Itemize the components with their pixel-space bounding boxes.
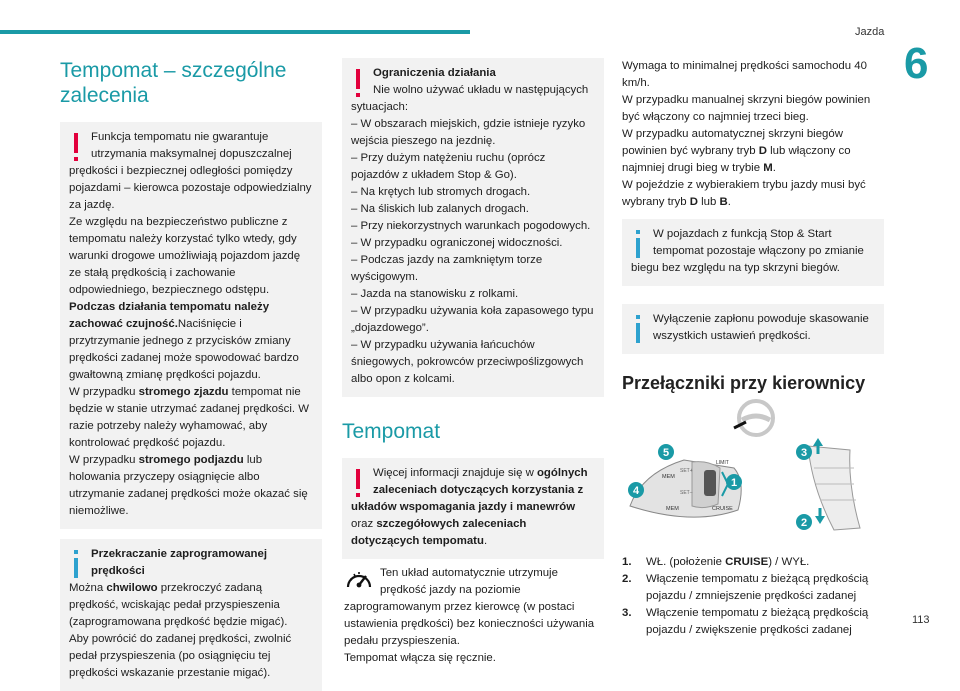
section-title-cruise-control: Tempomat [342,420,441,443]
requirement-text: Wymaga to minimalnej prędkości samochodu 40 km/h. [622,60,867,89]
warning-box-more-info [342,458,604,559]
list-number: 1. [622,556,632,568]
warning-box-title: Ograniczenia działania [373,67,496,79]
requirement-text: W przypadku manualnej skrzyni biegów powinien być włączony co najmniej trzeci bieg. [622,94,871,123]
warning-box-general [60,122,322,529]
warning-paragraph: Więcej informacji znajduje się w ogólnych zaleceniach dotyczących korzystania z układów wspomagania jazdy i manewrów oraz szczegółowych zaleceniach dotyczących tempomatu. [351,467,588,547]
lever-label-limit: LIMIT [716,460,729,466]
info-box-title: Przekraczanie zaprogramowanej prędkości [91,548,267,577]
limitation-item: – Na krętych lub stromych drogach. [351,186,531,198]
limitation-item: – Przy niekorzystnych warunkach pogodowych. [351,220,591,232]
limitation-item: – Jazda na stanowisku z rolkami. [351,288,519,300]
steering-wheel-diagram [622,398,884,548]
cruise-lever-drawing [630,460,741,517]
limitation-item: – Na śliskich lub zalanych drogach. [351,203,529,215]
section-title-steering-controls: Przełączniki przy kierownicy [622,373,866,393]
steering-side-view-drawing [808,438,860,530]
lever-label-cruise: CRUISE [712,506,733,512]
warning-paragraph: Podczas działania tempomatu należy zachować czujność.Naciśnięcie i przytrzymanie jednego z przycisków zmiany prędkości zadanej może spowodować bardzo gwałtowną zmianę prędkości pojazdu. [69,301,299,381]
controls-numbered-list [622,554,884,639]
warning-intro: Nie wolno używać układu w następujących sytuacjach: [351,84,589,113]
info-paragraph: Aby powrócić do zadanej prędkości, zwolnić pedał przyspieszenia (po osiągnięciu tej prędkości wskazanie przestanie migać). [69,633,292,679]
info-box-exceeding-speed [60,539,322,691]
svg-text:1: 1 [730,477,738,489]
svg-text:3: 3 [800,447,808,459]
callout-5 [658,444,674,460]
lever-label-set-minus: SET– [680,490,693,496]
chapter-number: 6 [904,39,929,88]
warning-exclamation-icon [349,69,367,99]
controls-list-item [622,571,884,605]
info-box-stop-start [622,219,884,286]
info-icon [629,230,647,260]
list-text: Włączenie tempomatu z bieżącą prędkością pojazdu / zwiększenie prędkości zadanej [646,607,869,636]
warning-paragraph: W przypadku stromego zjazdu tempomat nie będzie w stanie utrzymać zadanej prędkości. W razie potrzeby należy wyhamować, aby kontrolować prędkość pojazdu. [69,386,309,449]
section-title-special-recommendations: Tempomat – szczególne zalecenia [60,59,287,107]
list-number: 3. [622,607,632,619]
info-paragraph: Wyłączenie zapłonu powoduje skasowanie wszystkich ustawień prędkości. [653,313,869,342]
svg-text:2: 2 [800,517,808,529]
cruise-description [342,565,604,667]
lever-label-mem: MEM [662,474,675,480]
page-number: 113 [912,614,930,626]
steering-controls-diagram [622,398,884,548]
list-number: 2. [622,573,632,585]
lever-label-set-plus: SET+ [680,468,693,474]
callout-2 [796,514,812,530]
controls-list-item [622,554,884,571]
info-paragraph: Można chwilowo przekroczyć zadaną prędkość, wciskając pedał przyspieszenia (zaprogramowana prędkość będzie migać). [69,582,288,628]
limitations-list [351,116,595,388]
steering-wheel-icon [734,401,773,435]
cruise-description-text: Ten układ automatycznie utrzymuje prędkość jazdy na poziomie zaprogramowanym przez kierowcę (w postaci ustawienia prędkości) bez konieczności używania pedału przyspieszenia. [344,567,595,647]
limitation-item: – W obszarach miejskich, gdzie istnieje ryzyko wejścia pieszego na jezdnię. [351,118,586,147]
limitation-item: – W przypadku używania koła zapasowego typu „dojazdowego”. [351,305,594,334]
list-text: WŁ. (położenie CRUISE) / WYŁ. [646,556,810,568]
lever-label-mem-2: MEM [666,506,679,512]
requirement-text: W przypadku automatycznej skrzyni biegów powinien być wybrany tryb D lub włączony co najmniej drugi bieg w trybie M. [622,128,851,174]
limitation-item: – Przy dużym natężeniu ruchu (oprócz pojazdów z układem Stop & Go). [351,152,546,181]
svg-text:5: 5 [662,447,670,459]
warning-paragraph: W przypadku stromego podjazdu lub holowania przyczepy osiągnięcie albo utrzymanie zadanej prędkości może okazać się niemożliwe. [69,454,308,517]
warning-box-limitations [342,58,604,397]
callout-3 [796,444,812,460]
callout-1 [726,474,742,490]
header-accent-bar [0,30,470,34]
warning-exclamation-icon [349,469,367,499]
info-icon [67,550,85,580]
warning-exclamation-icon [67,133,85,163]
info-box-ignition-off [622,304,884,354]
limitation-item: – W przypadku ograniczonej widoczności. [351,237,563,249]
cruise-description-text: Tempomat włącza się ręcznie. [344,652,496,664]
callout-4 [628,482,644,498]
warning-paragraph: Funkcja tempomatu nie gwarantuje utrzymania maksymalnej dopuszczalnej prędkości i bezpiecznej odległości pomiędzy pojazdami – kierowca pozostaje odpowiedzialny za jazdę. [69,131,312,211]
info-icon [629,315,647,345]
warning-paragraph: Ze względu na bezpieczeństwo publiczne z tempomatu należy korzystać tylko wtedy, gdy warunki drogowe umożliwiają pojazdom jazdę ze stałą prędkością i zachowanie odpowiedniego, bezpiecznego odstępu. [69,216,301,296]
speedometer-cruise-icon [344,567,374,595]
column-2 [342,58,604,667]
svg-text:4: 4 [632,485,640,497]
requirement-text: W pojeździe z wybierakiem trybu jazdy musi być wybrany tryb D lub B. [622,179,866,208]
column-3 [622,58,884,639]
limitation-item: – W przypadku używania łańcuchów śniegowych, pokrowców przeciwpoślizgowych albo opon z kolcami. [351,339,584,385]
list-text: Włączenie tempomatu z bieżącą prędkością pojazdu / zmniejszenie prędkości zadanej [646,573,869,602]
info-paragraph: W pojazdach z funkcją Stop & Start tempomat pozostaje włączony po zmianie biegu bez względu na typ skrzyni biegów. [631,228,864,274]
limitation-item: – Podczas jazdy na zamkniętym torze wyścigowym. [351,254,543,283]
controls-list-item [622,605,884,639]
section-label: Jazda [855,26,885,38]
column-1 [60,58,322,691]
